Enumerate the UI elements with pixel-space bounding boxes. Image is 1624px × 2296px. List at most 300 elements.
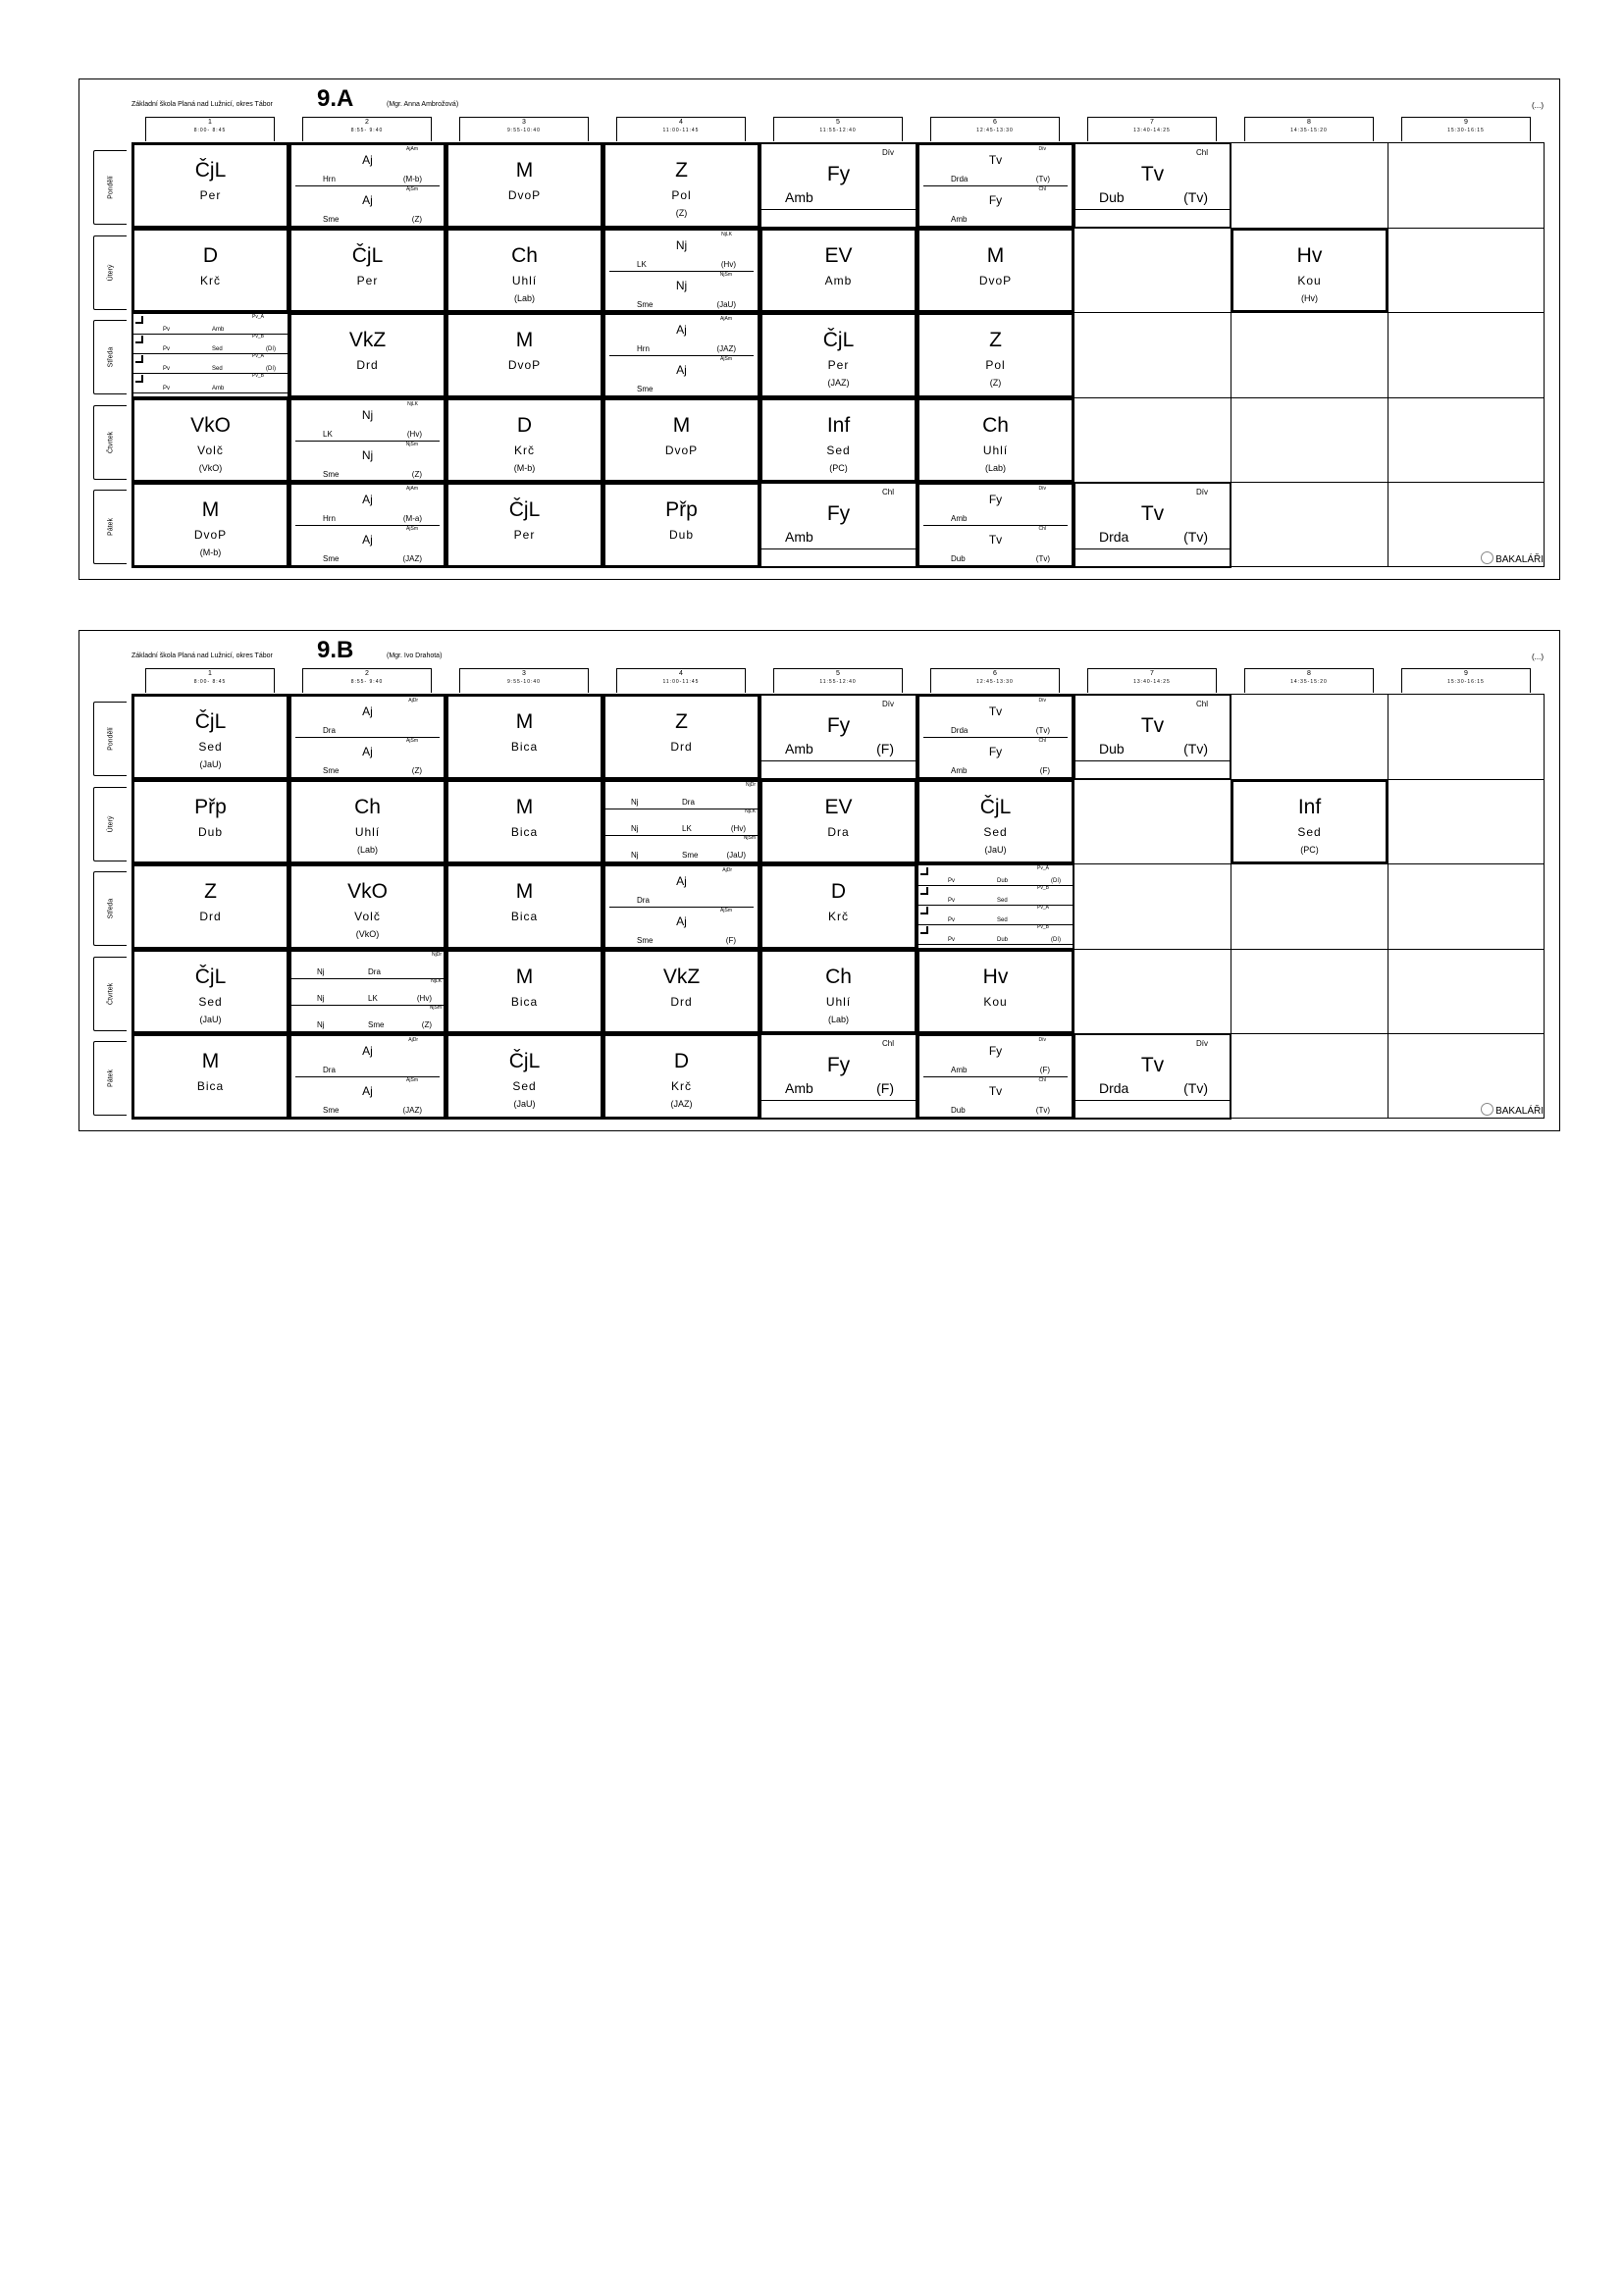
lesson-cell <box>131 863 289 950</box>
subject: Fy <box>826 163 851 185</box>
period-number: 5 <box>836 670 840 677</box>
lesson-cell <box>131 779 289 865</box>
lesson-part <box>291 485 444 524</box>
group-tag: NjSm <box>429 1004 442 1011</box>
group-tag: Pv_A <box>252 353 264 360</box>
lesson-cell <box>917 312 1074 398</box>
subject: M <box>201 1050 220 1073</box>
group-tag: Chl <box>881 1039 894 1049</box>
divider <box>295 525 440 526</box>
group-tag: AjSm <box>406 526 418 533</box>
teacher-code: Drd <box>199 910 222 924</box>
room: (Lab) <box>356 844 378 855</box>
school-name: Základní škola Planá nad Lužnicí, okres Tábor <box>131 652 273 659</box>
subject: Hv <box>982 965 1009 988</box>
subject: Fy <box>826 1054 851 1077</box>
subject: Nj <box>317 966 325 976</box>
room: (Dí) <box>266 366 276 373</box>
period-tab-2 <box>302 117 432 141</box>
period-tab-8 <box>1244 668 1374 693</box>
room: (F) <box>876 1080 894 1097</box>
subject: Aj <box>362 533 373 548</box>
period-time: 8:00- 8:45 <box>193 128 227 133</box>
group-tag: Chl <box>881 488 894 497</box>
lesson-part <box>291 952 444 979</box>
group-tag: NjSm <box>743 834 756 841</box>
room: (Tv) <box>1035 1106 1050 1116</box>
lesson-part <box>919 737 1072 776</box>
lesson-part <box>291 441 444 480</box>
teacher-code: Drda <box>951 726 969 735</box>
room: (JAZ) <box>402 554 422 564</box>
divider <box>923 185 1068 186</box>
day-tab <box>93 871 127 946</box>
room: (Hv) <box>406 429 422 439</box>
lesson-cell <box>131 949 289 1035</box>
teacher-code: Sed <box>997 917 1008 924</box>
lesson-cell <box>445 312 603 398</box>
lesson-cell <box>445 863 603 950</box>
group-tag: Dív <box>882 148 894 157</box>
subject: ČjL <box>194 710 227 733</box>
subject: ČjL <box>194 159 227 182</box>
lesson-part <box>133 334 288 354</box>
teacher-code: Per <box>827 358 850 373</box>
day-tab <box>93 235 127 310</box>
group-tag: Chl <box>1195 148 1208 157</box>
subject: Aj <box>676 363 687 378</box>
divider <box>761 548 916 549</box>
period-number: 8 <box>1307 119 1311 126</box>
teacher-code: Sme <box>368 1019 385 1029</box>
teacher-code: DvoP <box>193 528 228 543</box>
day-tab <box>93 490 127 564</box>
lesson-part <box>605 231 758 270</box>
period-time: 8:00- 8:45 <box>193 679 227 685</box>
period-time: 11:55-12:40 <box>819 128 857 133</box>
teacher-code: Kou <box>1297 273 1322 287</box>
day-label: Úterý <box>107 264 114 281</box>
more-indicator: (...) <box>1532 101 1544 110</box>
lesson-cell <box>917 228 1074 314</box>
day-column <box>93 148 127 570</box>
period-tab-7 <box>1087 668 1217 693</box>
subject: Fy <box>988 193 1003 207</box>
group-tag: Chl <box>1038 1077 1046 1084</box>
divider <box>609 271 754 272</box>
teacher-code: Amb <box>212 327 225 334</box>
lesson-part <box>291 1076 444 1116</box>
teacher-code: Sed <box>983 824 1008 839</box>
room: (JAZ) <box>716 344 736 354</box>
period-header <box>131 668 1545 694</box>
teacher-code: LK <box>323 429 333 439</box>
subject: Pv <box>163 386 171 392</box>
lesson-part <box>919 485 1072 524</box>
room: (Dí) <box>266 346 276 353</box>
subject: Ch <box>825 965 852 988</box>
lesson-cell <box>760 694 917 780</box>
day-column <box>93 700 127 1122</box>
lesson-cell <box>602 1033 760 1120</box>
lesson-cell <box>760 142 917 229</box>
room: (VkO) <box>355 929 380 940</box>
group-tag: AjDr <box>722 867 732 874</box>
period-tab-1 <box>145 117 275 141</box>
teacher-code: Dub <box>951 1106 966 1116</box>
day-tab <box>93 405 127 480</box>
teacher-code: Amb <box>785 529 813 546</box>
bracket-icon <box>920 907 928 914</box>
teacher-code: Sme <box>323 215 340 224</box>
period-tab-9 <box>1401 668 1531 693</box>
bracket-icon <box>135 316 143 324</box>
lesson-cell <box>288 142 446 229</box>
period-tab-3 <box>459 117 589 141</box>
subject: M <box>672 413 691 437</box>
lesson-cell <box>917 779 1074 865</box>
subject: Pv <box>163 346 171 353</box>
group-tag: Pv_B <box>1037 924 1049 931</box>
divider <box>761 760 916 761</box>
group-tag: Pv_B <box>1037 885 1049 892</box>
subject: Inf <box>1297 795 1322 818</box>
teacher-code: Sme <box>323 766 340 775</box>
lesson-cell <box>1231 228 1388 314</box>
subject: Tv <box>988 704 1003 718</box>
subject: Pv <box>948 898 956 905</box>
room: (M-b) <box>513 462 536 473</box>
lesson-cell <box>917 1033 1074 1120</box>
period-time: 14:35-15:20 <box>1290 679 1328 685</box>
lesson-part <box>919 525 1072 564</box>
divider <box>923 525 1068 526</box>
divider <box>761 1100 916 1101</box>
subject: Z <box>204 880 217 904</box>
divider <box>923 1076 1068 1077</box>
day-label: Pondělí <box>107 727 114 751</box>
lesson-cell <box>760 779 917 865</box>
teacher-code: Sed <box>997 898 1008 905</box>
bracket-icon <box>920 926 928 934</box>
subject: Fy <box>988 1044 1003 1059</box>
lesson-cell <box>445 694 603 780</box>
school-name: Základní škola Planá nad Lužnicí, okres Tábor <box>131 101 273 108</box>
teacher-code: Drda <box>951 175 969 183</box>
lesson-cell <box>445 1033 603 1120</box>
teacher-code: DvoP <box>507 188 542 202</box>
teacher-code: Bica <box>510 994 539 1009</box>
period-number: 2 <box>365 119 369 126</box>
teacher-code: Sed <box>512 1079 537 1094</box>
teacher-code: Sed <box>198 994 223 1009</box>
day-tab <box>93 957 127 1031</box>
period-time: 8:55- 9:40 <box>350 679 384 685</box>
teacher-code: Hrn <box>323 514 336 524</box>
lesson-cell <box>288 397 446 484</box>
timetable-9b <box>79 630 1560 1131</box>
group-tag: AjDr <box>408 698 418 704</box>
period-tab-5 <box>773 668 903 693</box>
lesson-cell <box>602 482 760 568</box>
lesson-cell <box>602 694 760 780</box>
teacher-code: Amb <box>951 215 968 224</box>
subject: M <box>515 795 534 818</box>
subject: ČjL <box>979 795 1012 818</box>
period-time: 15:30-16:15 <box>1447 679 1485 685</box>
room: (Hv) <box>416 993 432 1003</box>
schedule-grid <box>131 142 1545 567</box>
lesson-cell <box>917 949 1074 1035</box>
subject: D <box>830 880 847 904</box>
teacher-code: Uhlí <box>511 273 538 287</box>
group-tag: NjLK <box>431 977 442 984</box>
period-number: 3 <box>522 119 526 126</box>
teacher-code: Amb <box>785 741 813 757</box>
lesson-cell <box>760 1033 917 1120</box>
bakalari-logo-icon <box>1481 551 1493 564</box>
lesson-cell <box>288 694 446 780</box>
subject: Nj <box>675 278 688 292</box>
divider <box>609 355 754 356</box>
room: (PC) <box>1300 844 1319 855</box>
lesson-cell <box>602 397 760 484</box>
room: (Tv) <box>1183 529 1208 546</box>
subject: Aj <box>676 323 687 338</box>
period-number: 9 <box>1464 119 1468 126</box>
teacher-code: Krč <box>828 910 849 924</box>
subject: M <box>515 159 534 182</box>
room: (Z) <box>675 208 688 218</box>
lesson-cell <box>445 779 603 865</box>
period-number: 9 <box>1464 670 1468 677</box>
group-tag: Chl <box>1038 526 1046 533</box>
room: (JaU) <box>726 850 746 860</box>
teacher-code: Amb <box>951 1066 968 1075</box>
room: (Z) <box>411 766 422 775</box>
group-tag: AjSm <box>406 186 418 192</box>
lesson-cell <box>131 694 289 780</box>
group-tag: Pv_A <box>252 314 264 321</box>
lesson-cell <box>917 142 1074 229</box>
lesson-cell <box>131 1033 289 1120</box>
room: (Hv) <box>1301 292 1318 303</box>
teacher-code: Sme <box>323 469 340 479</box>
teacher-code: Dra <box>323 1066 336 1075</box>
subject: Aj <box>362 745 373 758</box>
period-tab-4 <box>616 117 746 141</box>
room: (Lab) <box>827 1014 849 1024</box>
period-number: 8 <box>1307 670 1311 677</box>
group-tag: Pv_A <box>1037 905 1049 912</box>
teacher-code: Drd <box>356 358 379 373</box>
lesson-cell <box>445 228 603 314</box>
lesson-cell <box>445 142 603 229</box>
subject: Tv <box>988 153 1003 167</box>
lesson-cell <box>131 312 289 398</box>
teacher-code: Dra <box>368 966 381 976</box>
subject: Tv <box>1140 1054 1165 1077</box>
lesson-cell <box>602 228 760 314</box>
period-time: 14:35-15:20 <box>1290 128 1328 133</box>
room: (JaU) <box>199 759 222 769</box>
teacher-code: Bica <box>196 1079 225 1094</box>
period-number: 4 <box>679 670 683 677</box>
lesson-part <box>291 978 444 1006</box>
room: (VkO) <box>198 462 223 473</box>
room: (JaU) <box>984 844 1007 855</box>
group-tag: Dív <box>1196 1039 1208 1049</box>
lesson-part <box>605 315 758 354</box>
bakalari-logo-icon <box>1481 1103 1493 1116</box>
subject: Nj <box>631 797 639 807</box>
room: (M-b) <box>199 548 222 558</box>
room: (JaU) <box>716 299 736 309</box>
lesson-cell <box>288 228 446 314</box>
group-tag: AjSm <box>406 738 418 744</box>
lesson-cell <box>1074 694 1231 780</box>
lesson-cell <box>445 482 603 568</box>
day-label: Pátek <box>107 1070 114 1088</box>
lesson-cell <box>131 397 289 484</box>
subject: Ch <box>511 243 538 267</box>
subject: Fy <box>826 714 851 737</box>
lesson-cell <box>760 863 917 950</box>
subject: Tv <box>1140 163 1165 185</box>
timetable-9a <box>79 78 1560 580</box>
day-label: Čtvrtek <box>107 982 114 1005</box>
subject: Z <box>989 329 1002 352</box>
group-tag: AjAm <box>406 146 418 152</box>
teacher-code: Drda <box>1099 529 1129 546</box>
room: (Dí) <box>1051 937 1061 944</box>
period-time: 8:55- 9:40 <box>350 128 384 133</box>
divider <box>1075 760 1230 761</box>
lesson-cell <box>917 694 1074 780</box>
teacher-code: Dra <box>827 824 850 839</box>
day-label: Pátek <box>107 518 114 537</box>
period-time: 9:55-10:40 <box>507 128 541 133</box>
teacher-code: DvoP <box>664 443 699 457</box>
room: (F) <box>876 741 894 757</box>
lesson-part <box>291 145 444 184</box>
more-indicator: (...) <box>1532 652 1544 661</box>
subject: M <box>515 880 534 904</box>
bracket-icon <box>135 355 143 363</box>
teacher-code: Dub <box>1099 741 1125 757</box>
room: (Dí) <box>1051 878 1061 885</box>
group-tag: AjSm <box>720 356 732 363</box>
teacher-code: Sme <box>637 299 654 309</box>
subject: Nj <box>631 823 639 833</box>
room: (Tv) <box>1183 189 1208 205</box>
period-number: 7 <box>1150 670 1154 677</box>
bakalari-logo <box>1481 1103 1544 1117</box>
lesson-part <box>605 809 758 836</box>
lesson-part <box>291 525 444 564</box>
teacher-code: Per <box>199 188 222 202</box>
group-tag: NjDr <box>432 951 442 958</box>
teacher-code: Amb <box>824 273 853 287</box>
room: (JAZ) <box>670 1099 693 1110</box>
period-time: 9:55-10:40 <box>507 679 541 685</box>
subject: ČjL <box>508 498 541 522</box>
lesson-part <box>291 1005 444 1031</box>
room: (Lab) <box>984 462 1006 473</box>
period-time: 12:45-13:30 <box>976 128 1014 133</box>
subject: Nj <box>361 407 374 422</box>
subject: Aj <box>362 704 373 718</box>
class-teacher: (Mgr. Anna Ambrožová) <box>387 101 459 108</box>
period-tab-9 <box>1401 117 1531 141</box>
teacher-code: Dra <box>323 726 336 735</box>
logo-text: BAKALÁŘI <box>1495 1106 1544 1117</box>
teacher-code: LK <box>368 993 378 1003</box>
subject: Pv <box>948 937 956 944</box>
subject: Tv <box>988 1084 1003 1099</box>
teacher-code: Sed <box>1297 824 1322 839</box>
lesson-cell <box>1074 1033 1231 1120</box>
divider <box>761 209 916 210</box>
day-tab <box>93 702 127 776</box>
group-tag: NjLK <box>721 231 732 237</box>
teacher-code: LK <box>682 823 692 833</box>
lesson-cell <box>602 949 760 1035</box>
day-tab <box>93 150 127 225</box>
lesson-part <box>605 907 758 946</box>
teacher-code: Sme <box>682 850 699 860</box>
teacher-code: Dub <box>1099 189 1125 205</box>
group-tag: Dív <box>1038 698 1046 704</box>
divider <box>295 737 440 738</box>
divider <box>923 737 1068 738</box>
group-tag: Dív <box>882 700 894 708</box>
room: (Hv) <box>720 259 736 269</box>
room: (JaU) <box>199 1014 222 1024</box>
group-tag: Dív <box>1038 1037 1046 1044</box>
period-time: 15:30-16:15 <box>1447 128 1485 133</box>
group-tag: Chl <box>1038 738 1046 744</box>
subject: Přp <box>194 795 227 818</box>
lesson-cell <box>1074 482 1231 568</box>
day-label: Středa <box>107 346 114 368</box>
teacher-code: Dub <box>951 554 966 564</box>
subject: Nj <box>361 447 374 462</box>
bracket-icon <box>135 375 143 383</box>
period-number: 1 <box>208 119 212 126</box>
subject: Hv <box>1296 243 1323 267</box>
lesson-part <box>605 271 758 310</box>
period-time: 13:40-14:25 <box>1133 679 1171 685</box>
period-time: 11:00-11:45 <box>662 128 700 133</box>
lesson-part <box>919 185 1072 225</box>
period-number: 2 <box>365 670 369 677</box>
divider <box>295 441 440 442</box>
room: (JaU) <box>513 1099 536 1110</box>
teacher-code: Sme <box>323 1106 340 1116</box>
subject: D <box>202 243 219 267</box>
period-number: 3 <box>522 670 526 677</box>
teacher-code: Sed <box>212 346 223 353</box>
lesson-cell <box>131 142 289 229</box>
period-tab-6 <box>930 668 1060 693</box>
divider <box>295 185 440 186</box>
subject: Aj <box>676 874 687 889</box>
teacher-code: Dub <box>668 528 694 543</box>
lesson-cell <box>760 949 917 1035</box>
subject: Aj <box>676 914 687 929</box>
subject: Tv <box>1140 502 1165 526</box>
